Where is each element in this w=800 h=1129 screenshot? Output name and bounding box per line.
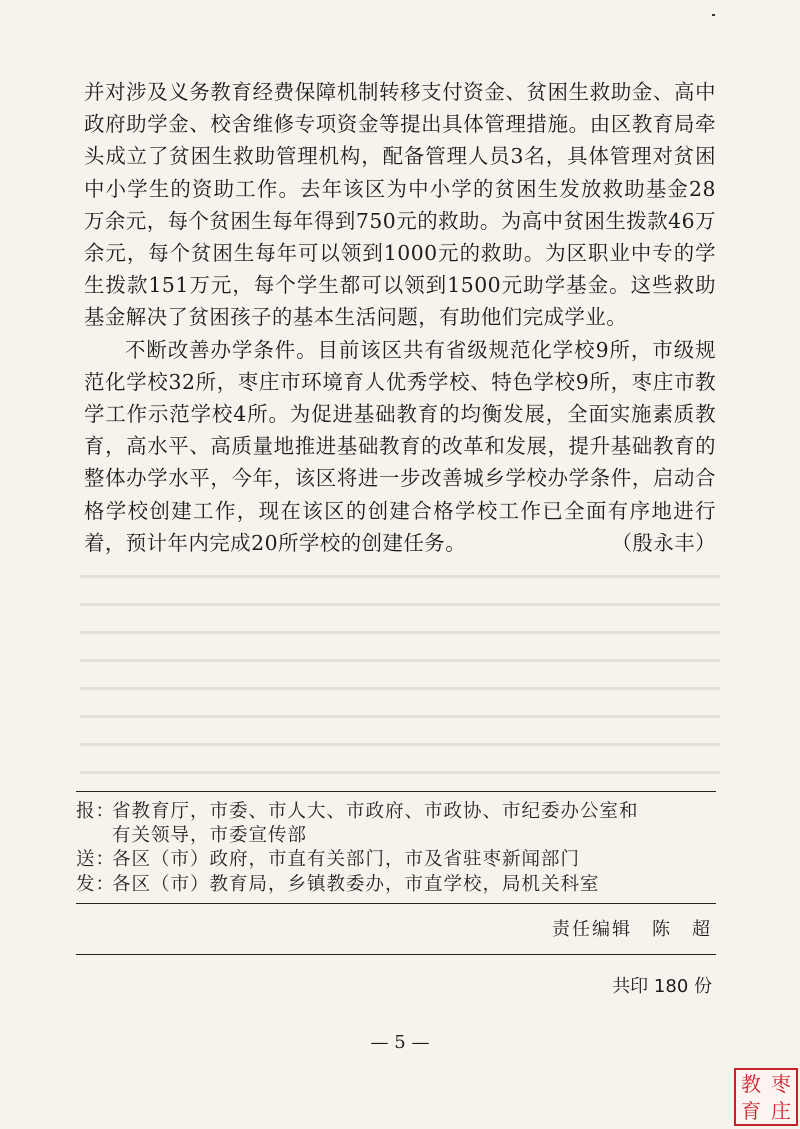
send-label: 送： [76, 849, 116, 871]
send-row [76, 848, 716, 872]
scan-speck [712, 14, 715, 16]
issue-row [76, 873, 716, 897]
author-signature: （殷永丰） [611, 530, 716, 555]
paragraph-funding: 并对涉及义务教育经费保障机制转移支付资金、贫困生救助金、高中政府助学金、校舍维修专项资金等提出具体管理措施。由区教育局牵头成立了贫困生救助管理机构，配备管理人员3名，具体管理对贫困中小学生的资助工作。去年该区为中小学的贫困生发放救助基金28万余元，每个贫困生每年得到750元的救助。为高中贫困生拨款46万余元，每个贫困生每年可以领到1000元的救助。为区职业中专的学生拨款151万元，每个学生都可以领到1500元助学基金。这些救助基金解决了贫困孩子的基本生活问题，有助他们完成学业。 [84, 80, 716, 330]
page-number: — 5 — [370, 1032, 430, 1053]
article-body [84, 76, 716, 559]
paragraph-conditions-text: 不断改善办学条件。目前该区共有省级规范化学校9所，市级规范化学校32所，枣庄市环境育人优秀学校、特色学校9所，枣庄市教学工作示范学校4所。为促进基础教育的均衡发展，全面实施素质教育，高水平、高质量地推进基础教育的改革和发展，提升基础教育的整体办学水平，今年，该区将进一步改善城乡学校办学条件，启动合格学校创建工作，现在该区的创建合格学校工作已全面有序地进行着，预计年内完成20所学校的创建任务。 [84, 337, 716, 555]
seal-char: 教 [741, 1071, 761, 1096]
seal-char: 枣 [771, 1071, 791, 1096]
top-rule [76, 791, 716, 792]
distribution-list [76, 800, 716, 897]
zaozhuang-education-seal [734, 1068, 798, 1126]
send-recipients: 各区（市）政府，市直有关部门，市及省驻枣新闻部门 [112, 849, 581, 871]
report-recipients: 省教育厅，市委、市人大、市政府、市政协、市纪委办公室和 [112, 801, 639, 822]
bleed-through-shadow [80, 575, 720, 795]
middle-rule [76, 903, 716, 904]
report-row [76, 800, 716, 824]
report-recipients-cont: 有关领导，市委宣传部 [112, 825, 308, 847]
print-count: 共印 180 份 [612, 976, 712, 997]
seal-char: 育 [741, 1098, 761, 1123]
issue-label: 发： [76, 873, 116, 895]
responsible-editor: 责任编辑 陈 超 [552, 919, 712, 940]
issue-recipients: 各区（市）教育局，乡镇教委办，市直学校，局机关科室 [112, 873, 600, 895]
lower-rule [76, 954, 716, 955]
report-label: 报： [76, 801, 116, 822]
seal-char: 庄 [771, 1098, 791, 1123]
paragraph-conditions [84, 334, 716, 559]
